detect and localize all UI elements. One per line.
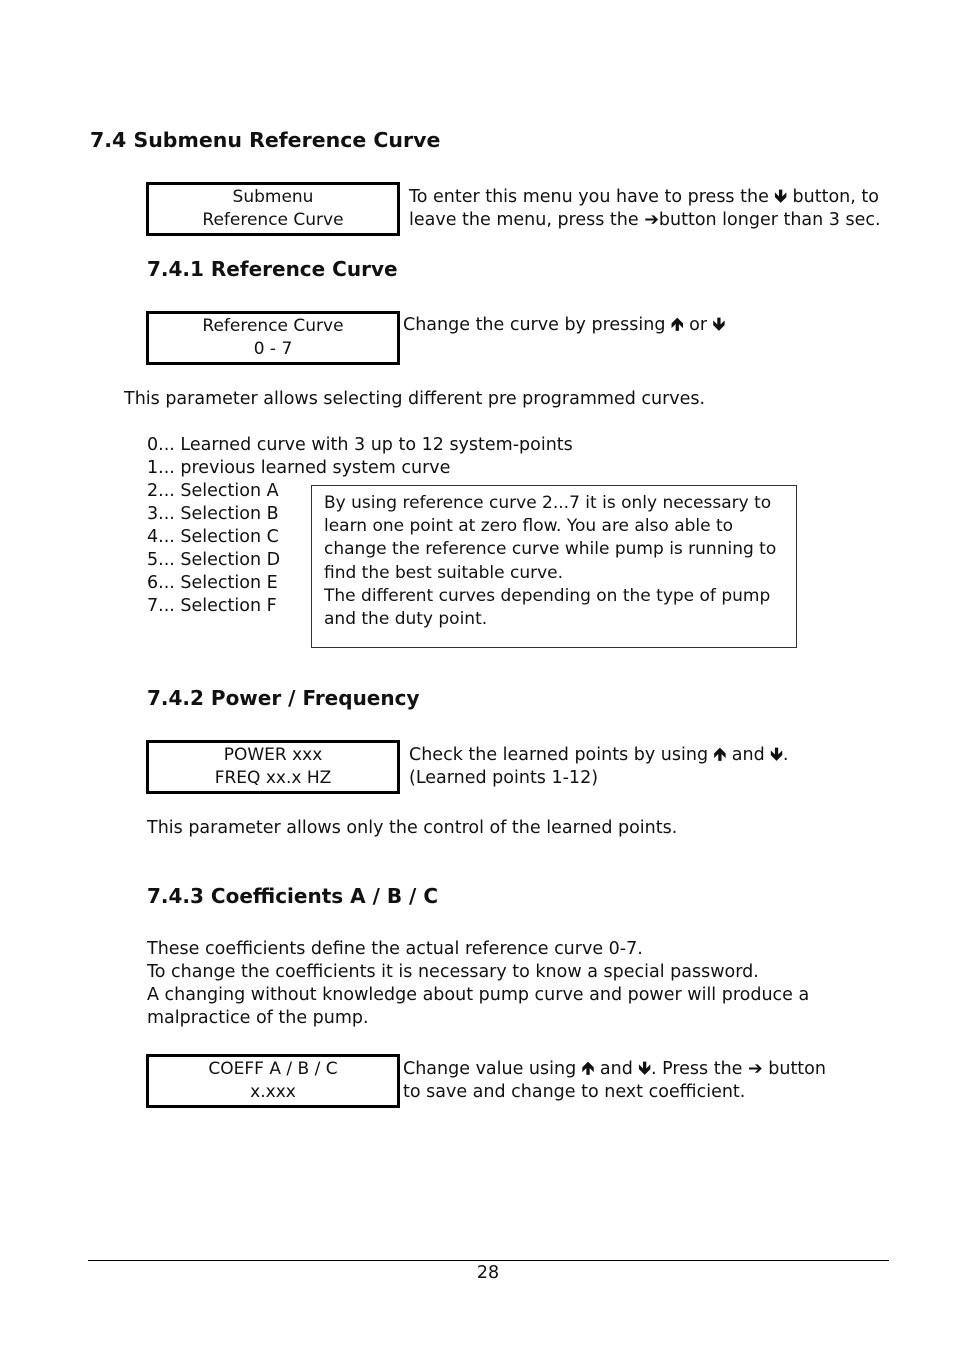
down-arrow-icon: 🡻 xyxy=(774,187,787,207)
list-item: 7... Selection F xyxy=(147,596,277,616)
lcd-display-submenu xyxy=(146,182,400,236)
lcd-line-1: POWER xxx xyxy=(223,745,323,765)
right-arrow-icon: ➔ xyxy=(748,1059,763,1079)
section-heading: 7.4 Submenu Reference Curve xyxy=(90,128,441,152)
subsection-heading-power-frequency: 7.4.2 Power / Frequency xyxy=(147,686,420,710)
lcd-line-2: FREQ xx.x HZ xyxy=(214,768,332,788)
subsection-heading-reference-curve: 7.4.1 Reference Curve xyxy=(147,257,398,281)
lcd-display-reference-curve xyxy=(146,311,400,365)
lcd-line-2: x.xxx xyxy=(250,1082,296,1102)
note-line: change the reference curve while pump is running to xyxy=(324,539,777,560)
submenu-description: To enter this menu you have to press the 🡻 button, to leave the menu, press the ➔button longer than 3 sec. xyxy=(409,187,881,230)
lcd-line-1: Reference Curve xyxy=(202,316,344,336)
reference-curve-paragraph: This parameter allows selecting different pre programmed curves. xyxy=(124,389,706,409)
list-item: 2... Selection A xyxy=(147,481,279,501)
lcd-line-1: COEFF A / B / C xyxy=(208,1059,338,1079)
down-arrow-icon: 🡻 xyxy=(638,1059,651,1079)
note-line: By using reference curve 2...7 it is only necessary to xyxy=(324,493,772,513)
list-item: 5... Selection D xyxy=(147,550,281,570)
list-item: 6... Selection E xyxy=(147,573,278,593)
page-number: 28 xyxy=(476,1263,500,1283)
up-arrow-icon: 🡹 xyxy=(713,745,727,765)
note-line: find the best suitable curve. xyxy=(324,562,564,583)
note-line: learn one point at zero flow. You are also able to xyxy=(324,516,734,537)
down-arrow-icon: 🡻 xyxy=(770,745,783,765)
right-arrow-icon: ➔ xyxy=(644,210,659,230)
lcd-line-2: 0 - 7 xyxy=(253,339,293,359)
note-line: and the duty point. xyxy=(324,609,488,630)
note-line: The different curves depending on the type of pump xyxy=(324,585,771,606)
reference-curve-description: Change the curve by pressing 🡹 or 🡻 xyxy=(403,315,726,335)
coefficients-paragraph: These coefficients define the actual reference curve 0-7. To change the coefficients it is necessary to know a special password. A changing without knowledge about pump curve and power will produce a malpractice of the pump. xyxy=(147,939,810,1028)
lcd-line-1: Submenu xyxy=(232,187,314,207)
up-arrow-icon: 🡹 xyxy=(581,1059,595,1079)
info-note-box xyxy=(311,485,797,648)
down-arrow-icon: 🡻 xyxy=(712,315,726,335)
list-item: 1... previous learned system curve xyxy=(147,458,451,478)
power-frequency-description: Check the learned points by using 🡹 and 🡻. (Learned points 1-12) xyxy=(409,745,789,788)
coefficients-description: Change value using 🡹 and 🡻. Press the ➔ button to save and change to next coefficient. xyxy=(403,1059,826,1102)
list-item: 0... Learned curve with 3 up to 12 system-points xyxy=(147,435,573,455)
lcd-line-2: Reference Curve xyxy=(202,210,344,230)
power-frequency-paragraph: This parameter allows only the control of the learned points. xyxy=(147,818,678,838)
subsection-heading-coefficients: 7.4.3 Coefficients A / B / C xyxy=(147,884,438,908)
list-item: 3... Selection B xyxy=(147,504,279,524)
lcd-display-coefficients xyxy=(146,1054,400,1108)
up-arrow-icon: 🡹 xyxy=(671,315,684,335)
lcd-display-power-frequency xyxy=(146,740,400,794)
list-item: 4... Selection C xyxy=(147,527,279,547)
footer-rule xyxy=(88,1260,889,1261)
